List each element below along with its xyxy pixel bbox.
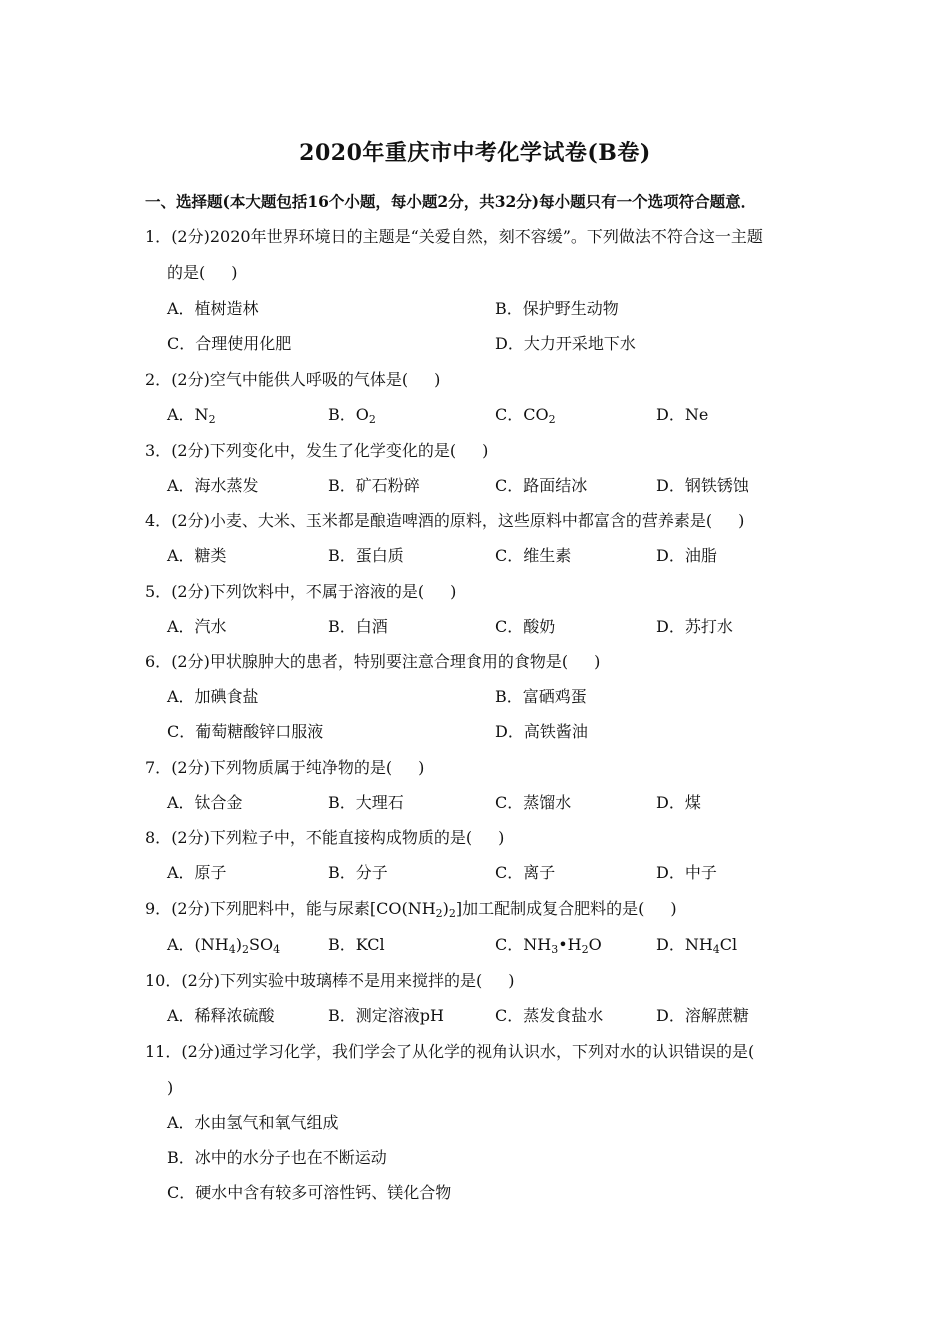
question-10-option-c: C．蒸发食盐水 (495, 1006, 604, 1025)
question-10-option-d: D．溶解蔗糖 (656, 1006, 749, 1025)
question-5-option-a: A．汽水 (167, 617, 227, 636)
question-5-option-b: B．白酒 (328, 617, 388, 636)
question-2-option-d: D．Ne (656, 405, 709, 424)
question-4-stem: 4．(2分)小麦、大米、玉米都是酿造啤酒的原料，这些原料中都富含的营养素是( ) (145, 511, 745, 530)
question-10-stem: 10．(2分)下列实验中玻璃棒不是用来搅拌的是( ) (145, 971, 515, 990)
section-heading: 一、选择题(本大题包括16个小题，每小题2分，共32分)每小题只有一个选项符合题意． (145, 192, 757, 211)
question-7-option-b: B．大理石 (328, 793, 404, 812)
question-4-option-c: C．维生素 (495, 546, 572, 565)
question-7-stem: 7．(2分)下列物质属于纯净物的是( ) (145, 758, 425, 777)
question-11-option-c: C．硬水中含有较多可溶性钙、镁化合物 (167, 1183, 452, 1202)
question-8-option-d: D．中子 (656, 863, 717, 882)
question-9-option-d: D．$NH_4Cl$ (656, 935, 738, 956)
question-2-option-c: C．$CO_2$ (495, 405, 556, 426)
question-7-option-a: A．钛合金 (167, 793, 243, 812)
question-2-stem: 2．(2分)空气中能供人呼吸的气体是( ) (145, 370, 441, 389)
question-3-option-a: A．海水蒸发 (167, 476, 259, 495)
question-11-stem-cont: ) (167, 1078, 174, 1097)
question-9-stem: 9．(2分)下列肥料中，能与尿素$[CO(NH_2)_2]$加工配制成复合肥料的是( ) (145, 899, 677, 920)
question-9-option-c: C．$NH_3•H_2O$ (495, 935, 602, 956)
question-1-option-c: C．合理使用化肥 (167, 334, 292, 353)
question-10-option-a: A．稀释浓硫酸 (167, 1006, 275, 1025)
question-1-option-b: B．保护野生动物 (495, 299, 619, 318)
question-5-stem: 5．(2分)下列饮料中，不属于溶液的是( ) (145, 582, 457, 601)
question-8-option-c: C．离子 (495, 863, 556, 882)
question-3-option-d: D．钢铁锈蚀 (656, 476, 749, 495)
question-5-option-d: D．苏打水 (656, 617, 733, 636)
question-6-option-a: A．加碘食盐 (167, 687, 259, 706)
question-2-option-b: B．$O_2$ (328, 405, 376, 426)
question-5-option-c: C．酸奶 (495, 617, 556, 636)
question-4-option-d: D．油脂 (656, 546, 717, 565)
question-3-option-c: C．路面结冰 (495, 476, 588, 495)
question-2-option-a: A．$N_2$ (167, 405, 216, 426)
question-10-option-b: B．测定溶液pH (328, 1006, 444, 1025)
question-1-stem-cont: 的是( ) (167, 263, 238, 282)
question-1-option-d: D．大力开采地下水 (495, 334, 636, 353)
question-6-option-d: D．高铁酱油 (495, 722, 588, 741)
question-8-option-a: A．原子 (167, 863, 227, 882)
question-6-stem: 6．(2分)甲状腺肿大的患者，特别要注意合理食用的食物是( ) (145, 652, 601, 671)
question-4-option-a: A．糖类 (167, 546, 227, 565)
question-7-option-c: C．蒸馏水 (495, 793, 572, 812)
question-3-stem: 3．(2分)下列变化中，发生了化学变化的是( ) (145, 441, 489, 460)
question-6-option-c: C．葡萄糖酸锌口服液 (167, 722, 324, 741)
question-11-stem: 11．(2分)通过学习化学，我们学会了从化学的视角认识水，下列对水的认识错误的是( (145, 1042, 755, 1061)
question-6-option-b: B．富硒鸡蛋 (495, 687, 587, 706)
question-1-option-a: A．植树造林 (167, 299, 259, 318)
question-1-stem: 1．(2分)2020年世界环境日的主题是“关爱自然，刻不容缓”。下列做法不符合这一主题 (145, 227, 763, 246)
question-9-option-a: A．$(NH_4)_2SO_4$ (167, 935, 281, 956)
question-9-option-b: B．KCl (328, 935, 385, 954)
question-8-stem: 8．(2分)下列粒子中，不能直接构成物质的是( ) (145, 828, 505, 847)
question-4-option-b: B．蛋白质 (328, 546, 404, 565)
page-title: 2020年重庆市中考化学试卷(B卷) (299, 140, 651, 166)
question-11-option-a: A．水由氢气和氧气组成 (167, 1113, 339, 1132)
question-8-option-b: B．分子 (328, 863, 388, 882)
question-11-option-b: B．冰中的水分子也在不断运动 (167, 1148, 387, 1167)
question-3-option-b: B．矿石粉碎 (328, 476, 420, 495)
question-7-option-d: D．煤 (656, 793, 701, 812)
